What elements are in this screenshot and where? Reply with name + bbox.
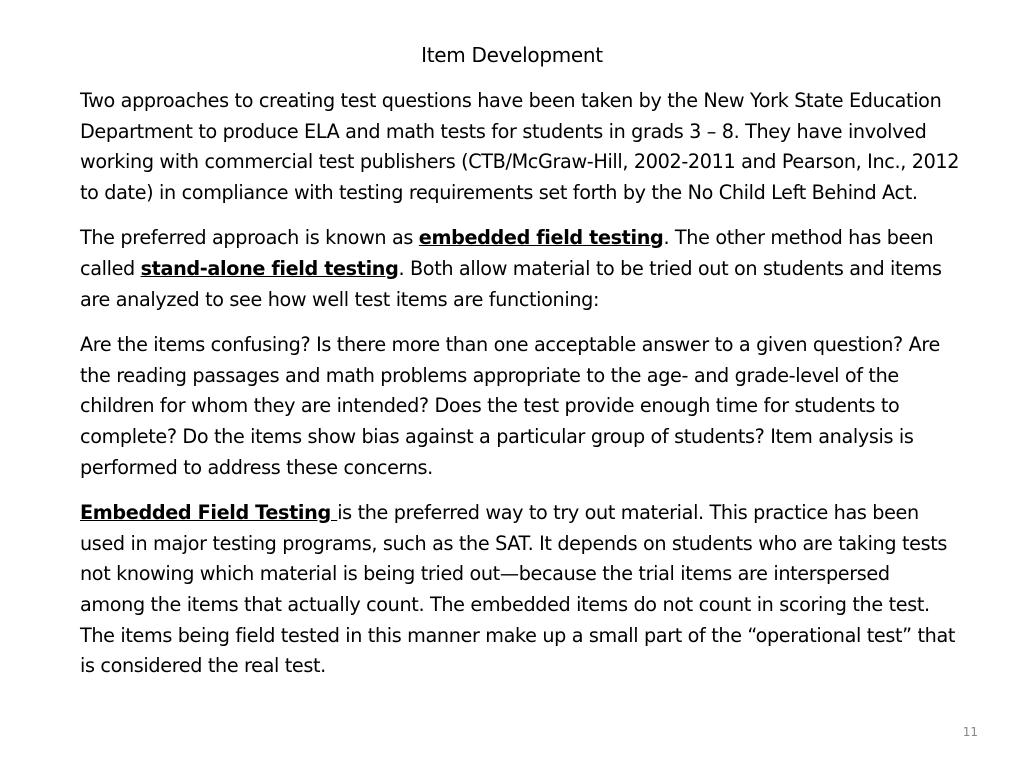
paragraph-approaches: Two approaches to creating test questions have been taken by the New York State Education Department to produce ELA and math tests for students in grads 3 – 8. They have involved working with commercial test publishers (CTB/McGraw-Hill, 2002-2011 and Pearson, Inc., 2012 to date) in compliance with testing requirements set forth by the No Child Left Behind Act. — [80, 89, 960, 204]
paragraph-preferred-approach — [80, 223, 960, 315]
paragraph-text: is the preferred way to try out material. This practice has been used in major testing programs, such as the SAT. It depends on students who are taking tests not knowing which material is being tried out—because the trial items are interspersed among the items that actually count. The embedded items do not count in scoring the test. The items being field tested in this manner make up a small part of the “operational test” that is considered the real test. — [80, 501, 956, 678]
term-embedded-field-testing: embedded field testing — [418, 226, 664, 250]
paragraph-text: . The other method has been called — [80, 226, 934, 280]
slide-title: Item Development — [421, 43, 603, 67]
paragraph-text: The preferred approach is known as — [80, 226, 419, 250]
paragraph-text: . Both allow material to be tried out on students and items are analyzed to see how well test items are functioning: — [80, 256, 942, 311]
paragraph-item-questions: Are the items confusing? Is there more than one acceptable answer to a given question? Are the reading passages and math problems appropriate to the age- and grade-level of the children for whom they are intended? Does the test provide enough time for students to complete? Do the items show bias against a particular group of students? Item analysis is performed to address these concerns. — [80, 333, 940, 479]
slide-body — [80, 86, 960, 697]
page-number: 11 — [962, 725, 978, 739]
term-stand-alone-field-testing: stand-alone field testing — [140, 256, 399, 280]
paragraph-embedded-field-testing — [80, 498, 960, 682]
term-embedded-field-testing-heading: Embedded Field Testing — [80, 501, 338, 525]
